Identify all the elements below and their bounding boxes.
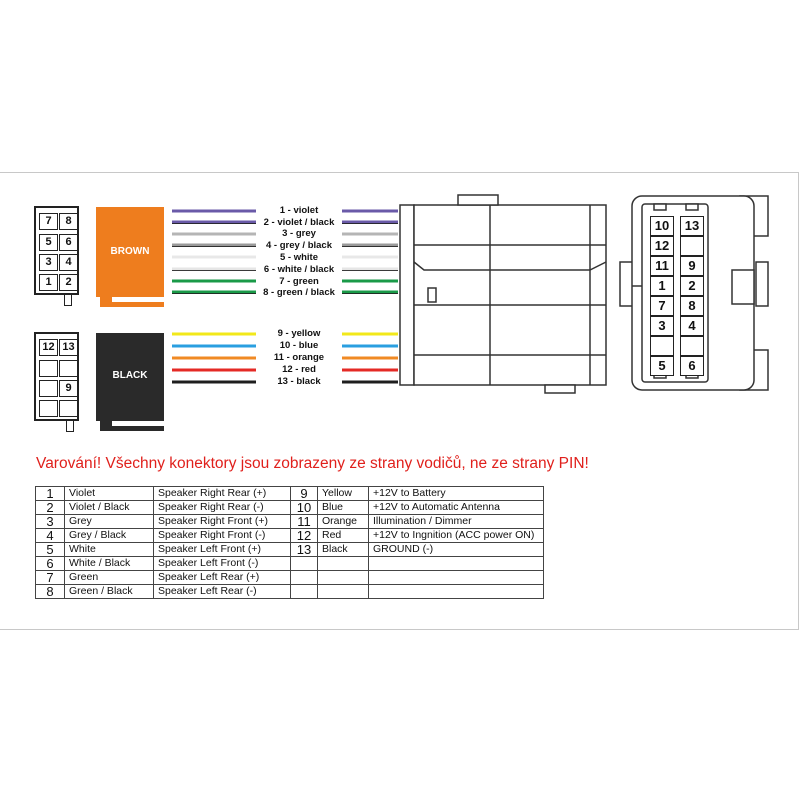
pin-number-cell: 9 [291, 487, 318, 501]
pin-function-cell: Speaker Right Front (-) [154, 529, 291, 543]
pin-number-cell: 8 [36, 585, 65, 599]
pin: 8 [680, 296, 704, 316]
wire-label: 8 - green / black [263, 287, 335, 298]
pin-function-cell: Speaker Right Front (+) [154, 515, 291, 529]
wire-color-cell: White [65, 543, 154, 557]
pin: 7 [39, 213, 58, 230]
pin-function-cell [369, 571, 544, 585]
pin-number-cell: 1 [36, 487, 65, 501]
table-row [36, 557, 544, 571]
pin-number-cell: 13 [291, 543, 318, 557]
wire-label: 6 - white / black [263, 264, 335, 275]
brown-plug-label: BROWN [110, 246, 150, 257]
wire-color-cell: White / Black [65, 557, 154, 571]
pin-function-cell: Speaker Left Front (-) [154, 557, 291, 571]
pin-number-cell: 3 [36, 515, 65, 529]
wire-label: 2 - violet / black [263, 217, 335, 228]
pin [680, 236, 704, 256]
pin: 3 [650, 316, 674, 336]
table-row [36, 529, 544, 543]
pin [680, 336, 704, 356]
pin: 2 [59, 274, 78, 291]
pin: 13 [680, 216, 704, 236]
pin-number-cell: 10 [291, 501, 318, 515]
pin: 5 [39, 234, 58, 251]
pin-function-cell: GROUND (-) [369, 543, 544, 557]
wire-label: 13 - black [277, 376, 321, 387]
pin: 5 [650, 356, 674, 376]
pin-number-cell [291, 557, 318, 571]
wire-label: 3 - grey [282, 228, 316, 239]
pin-number-cell: 5 [36, 543, 65, 557]
wire-color-cell: Blue [318, 501, 369, 515]
wire-color-cell: Orange [318, 515, 369, 529]
pin-function-cell: Speaker Left Rear (+) [154, 571, 291, 585]
pin-number-cell: 6 [36, 557, 65, 571]
pin: 1 [650, 276, 674, 296]
wire-color-cell [318, 571, 369, 585]
wire-color-cell: Green [65, 571, 154, 585]
pin: 1 [39, 274, 58, 291]
table-row [36, 585, 544, 599]
connector-side-view [400, 195, 606, 393]
wire-color-cell: Black [318, 543, 369, 557]
pin-function-cell: +12V to Ingnition (ACC power ON) [369, 529, 544, 543]
brown-plug [96, 207, 164, 307]
table-row [36, 543, 544, 557]
wire-color-cell: Violet [65, 487, 154, 501]
wire-color-cell: Red [318, 529, 369, 543]
pin: 4 [59, 254, 78, 271]
pin-function-cell: Speaker Right Rear (+) [154, 487, 291, 501]
wire-color-cell: Grey / Black [65, 529, 154, 543]
pin-function-cell: +12V to Battery [369, 487, 544, 501]
pinout-table [35, 486, 544, 599]
wire-color-cell [318, 585, 369, 599]
pin: 12 [39, 339, 58, 356]
wire-label: 12 - red [282, 364, 316, 375]
pin: 4 [680, 316, 704, 336]
pin: 6 [680, 356, 704, 376]
pin: 8 [59, 213, 78, 230]
pin: 11 [650, 256, 674, 276]
wire-color-cell: Yellow [318, 487, 369, 501]
pin-number-cell: 4 [36, 529, 65, 543]
pin-function-cell: +12V to Automatic Antenna [369, 501, 544, 515]
pin: 9 [680, 256, 704, 276]
pin-number-cell: 11 [291, 515, 318, 529]
pin-function-cell: Speaker Left Rear (-) [154, 585, 291, 599]
wire-label: 5 - white [279, 252, 318, 263]
pin: 10 [650, 216, 674, 236]
pin-number-cell: 12 [291, 529, 318, 543]
pin-function-cell: Illumination / Dimmer [369, 515, 544, 529]
black-plug [96, 333, 164, 431]
wire-color-cell [318, 557, 369, 571]
wire-color-cell: Grey [65, 515, 154, 529]
wire-label: 11 - orange [273, 352, 325, 363]
pin: 6 [59, 234, 78, 251]
wire-label: 7 - green [279, 276, 319, 287]
pin: 7 [650, 296, 674, 316]
pin-number-cell [291, 571, 318, 585]
pin-function-cell [369, 585, 544, 599]
pin [650, 336, 674, 356]
pin-number-cell [291, 585, 318, 599]
table-row [36, 515, 544, 529]
pin-number-cell: 2 [36, 501, 65, 515]
pin-function-cell: Speaker Left Front (+) [154, 543, 291, 557]
wire-label: 9 - yellow [277, 328, 321, 339]
pin: 2 [680, 276, 704, 296]
pin-number-cell: 7 [36, 571, 65, 585]
wire-label: 10 - blue [279, 340, 319, 351]
pin-function-cell: Speaker Right Rear (-) [154, 501, 291, 515]
table-row [36, 571, 544, 585]
pin: 3 [39, 254, 58, 271]
pin-function-cell [369, 557, 544, 571]
warning-text: Varování! Všechny konektory jsou zobrazeny ze strany vodičů, ne ze strany PIN! [36, 455, 589, 472]
wire-color-cell: Violet / Black [65, 501, 154, 515]
table-row [36, 501, 544, 515]
table-row [36, 487, 544, 501]
pin: 12 [650, 236, 674, 256]
pin: 9 [59, 380, 78, 397]
black-plug-label: BLACK [112, 370, 148, 381]
wire-color-cell: Green / Black [65, 585, 154, 599]
pin: 13 [59, 339, 78, 356]
wire-label: 4 - grey / black [265, 240, 332, 251]
wire-label: 1 - violet [279, 205, 319, 216]
